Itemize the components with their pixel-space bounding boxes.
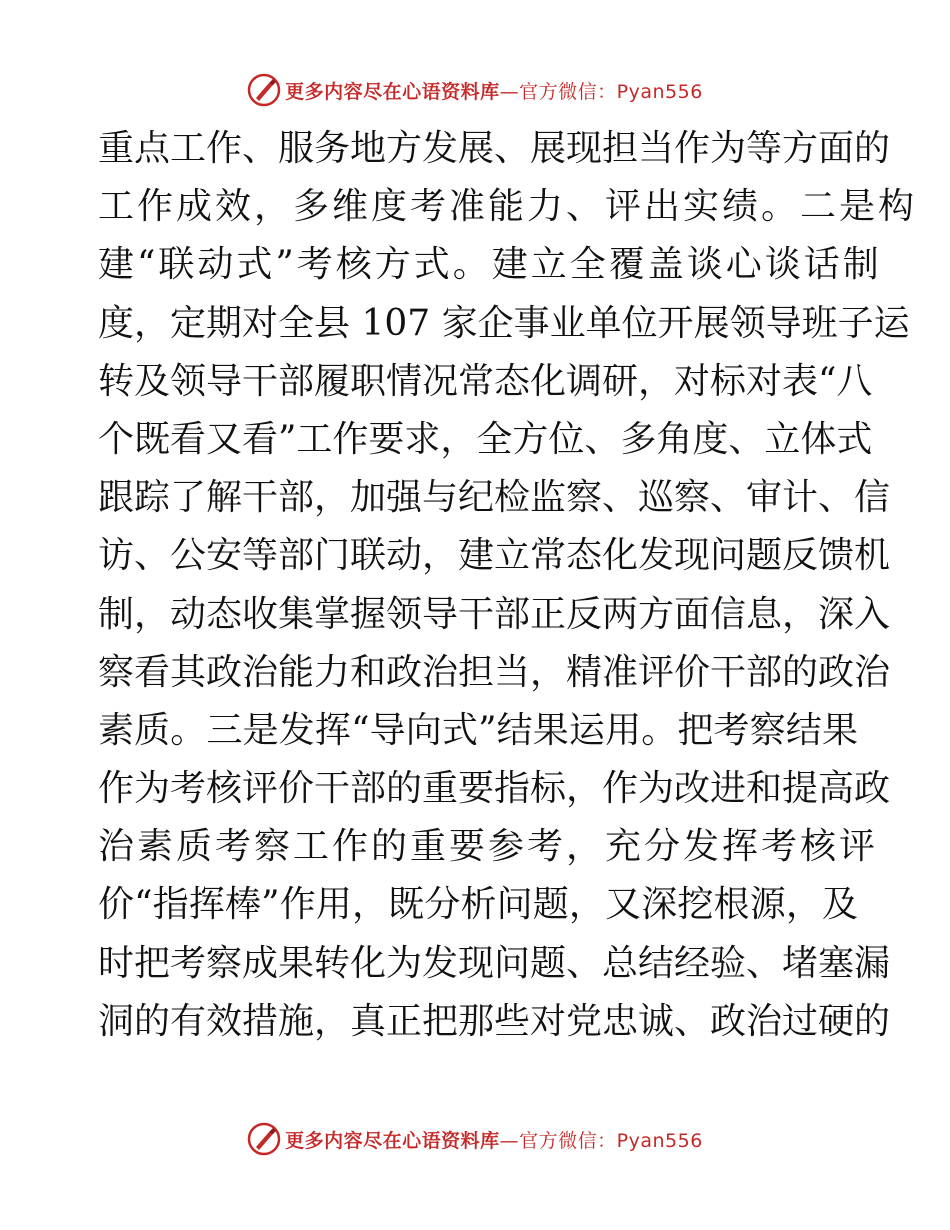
- text-line: 跟踪了解干部，加强与纪检监察、巡察、审计、信: [98, 477, 891, 519]
- text-line: 洞的有效措施，真正把那些对党忠诚、政治过硬的: [98, 1000, 891, 1042]
- pen-logo-icon: [247, 73, 281, 107]
- header-banner-text: [285, 77, 703, 104]
- text-line: 作为考核评价干部的重要指标，作为改进和提高政: [98, 768, 891, 810]
- text-line: 治素质考察工作的重要参考，充分发挥考核评: [98, 826, 879, 868]
- footer-dash: —: [499, 1129, 520, 1152]
- document-body: [98, 120, 918, 1051]
- text-line: 察看其政治能力和政治担当，精准评价干部的政治: [98, 651, 891, 693]
- pen-logo-icon: [247, 1122, 281, 1156]
- header-watermark: [0, 70, 950, 110]
- text-line: 价“指挥棒”作用，既分析问题，又深挖根源，及: [98, 884, 858, 926]
- text-line: 转及领导干部履职情况常态化调研，对标对表“八: [98, 360, 873, 402]
- footer-contact-text: 官方微信：Pyan556: [519, 1129, 703, 1152]
- text-line: 重点工作、服务地方发展、展现担当作为等方面的: [98, 128, 891, 169]
- text-line: 个既看又看”工作要求，全方位、多角度、立体式: [98, 418, 873, 460]
- text-line: 时把考察成果转化为发现问题、总结经验、堵塞漏: [98, 942, 891, 984]
- header-contact-text: 官方微信：Pyan556: [519, 80, 703, 103]
- text-line: 访、公安等部门联动，建立常态化发现问题反馈机: [98, 535, 891, 577]
- text-line: 建“联动式”考核方式。建立全覆盖谈心谈话制: [98, 244, 882, 286]
- footer-banner-text: [285, 1126, 703, 1153]
- footer-site-text: 更多内容尽在心语资料库: [285, 1129, 500, 1152]
- text-line: 工作成效，多维度考准能力、评出实绩。二是构: [98, 186, 918, 228]
- text-line: 素质。三是发挥“导向式”结果运用。把考察结果: [98, 709, 858, 751]
- header-site-text: 更多内容尽在心语资料库: [285, 80, 500, 103]
- text-line: 度，定期对全县 107 家企事业单位开展领导班子运: [98, 302, 910, 344]
- footer-watermark: [0, 1119, 950, 1159]
- header-dash: —: [499, 80, 520, 103]
- text-line: 制，动态收集掌握领导干部正反两方面信息，深入: [98, 593, 891, 635]
